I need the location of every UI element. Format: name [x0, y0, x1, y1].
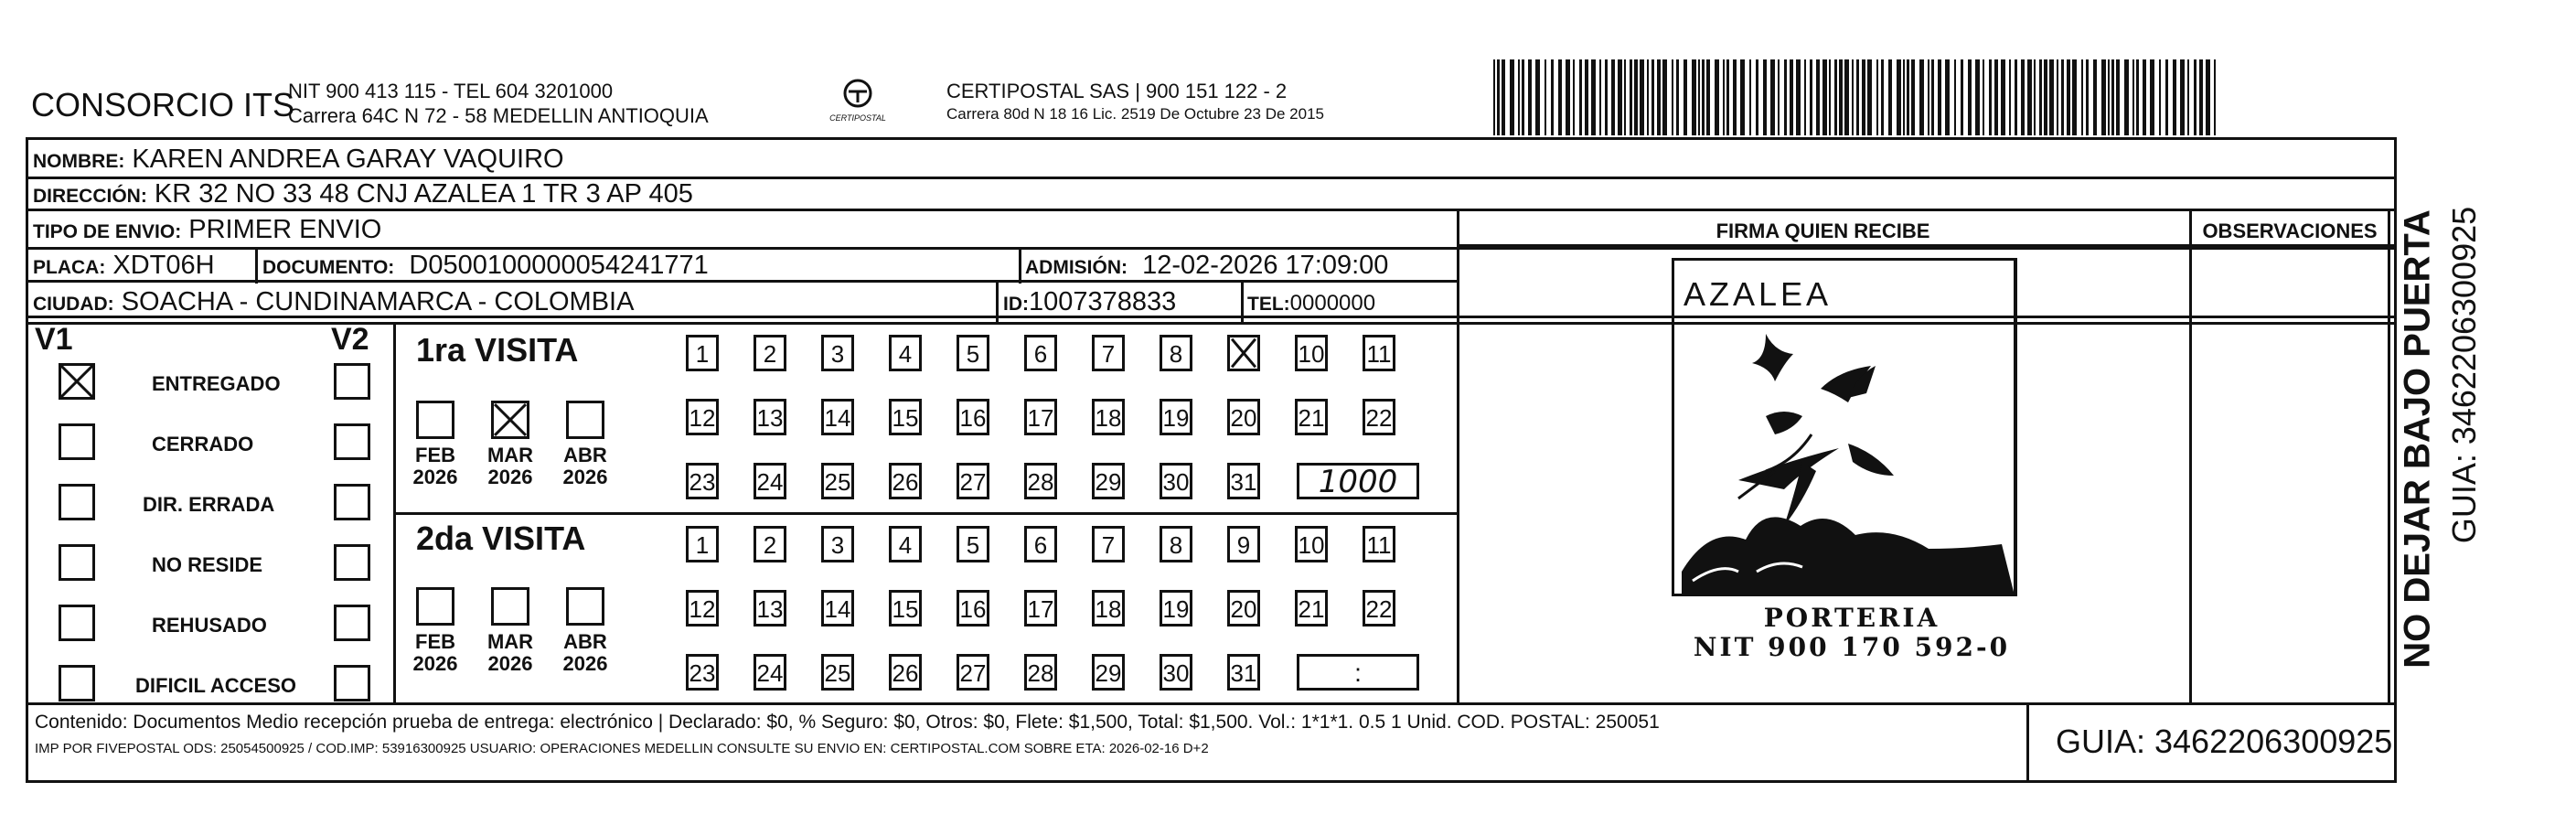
second-visit-day-16[interactable]: 16 [957, 590, 989, 627]
divider [1457, 209, 1459, 705]
second-visit-day-15[interactable]: 15 [889, 590, 922, 627]
barcode-bar [1989, 59, 1992, 135]
barcode-bar [2173, 59, 2176, 135]
month-year: 2026 [562, 652, 608, 675]
second-visit-day-1[interactable]: 1 [686, 526, 719, 562]
field-admision [1025, 251, 1388, 283]
logo-caption: CERTIPOSTAL [829, 113, 886, 123]
first-visit-day-31[interactable]: 31 [1227, 463, 1260, 499]
first-visit-day-1[interactable]: 1 [686, 335, 719, 371]
v2-checkbox-1[interactable] [334, 363, 370, 400]
barcode-bar [1829, 59, 1831, 135]
barcode-bar [2124, 59, 2129, 135]
first-visit-day-23[interactable]: 23 [686, 463, 719, 499]
first-visit-day-16[interactable]: 16 [957, 399, 989, 435]
month-year: 2026 [412, 466, 458, 488]
barcode-bar [1522, 59, 1524, 135]
barcode-bar [1938, 59, 1941, 135]
barcode-bar [2081, 59, 2083, 135]
first-visit-day-14[interactable]: 14 [821, 399, 854, 435]
barcode-bar [1839, 59, 1843, 135]
barcode-bar [2159, 59, 2161, 135]
barcode-bar [1618, 59, 1622, 135]
divider [255, 247, 258, 284]
barcode-bar [1566, 59, 1570, 135]
reason-label: CERRADO [152, 433, 254, 455]
second-visit-day-13[interactable]: 13 [754, 590, 786, 627]
first-visit-day-29[interactable]: 29 [1092, 463, 1125, 499]
field-id [1003, 287, 1176, 319]
v2-checkbox-4[interactable] [334, 544, 370, 581]
field-nombre [33, 145, 564, 177]
v1-checkbox-2[interactable] [59, 423, 95, 460]
second-visit-day-14[interactable]: 14 [821, 590, 854, 627]
barcode-bar [1856, 59, 1859, 135]
barcode-bar [1867, 59, 1872, 135]
first-visit-month-checkbox-abr[interactable] [566, 401, 604, 439]
barcode-bar [2049, 59, 2054, 135]
no-dejar-bajo-puerta: NO DEJAR BAJO PUERTA [2397, 209, 2438, 669]
barcode-bar [1605, 59, 1608, 135]
field-documento [262, 251, 709, 283]
label-nombre: NOMBRE: [33, 151, 125, 172]
second-visit-day-31[interactable]: 31 [1227, 654, 1260, 691]
month-label [558, 444, 613, 488]
second-visit-day-28[interactable]: 28 [1024, 654, 1057, 691]
month-label [408, 444, 463, 488]
second-visit-day-22[interactable]: 22 [1363, 590, 1395, 627]
barcode-bar [1983, 59, 1984, 135]
barcode-bar [2206, 59, 2210, 135]
barcode-bar [1733, 59, 1737, 135]
divider [393, 512, 1459, 515]
second-visit-day-26[interactable]: 26 [889, 654, 922, 691]
first-visit-day-7[interactable]: 7 [1092, 335, 1125, 371]
barcode-bar [2214, 59, 2216, 135]
first-visit-label: 1ra VISITA [416, 331, 579, 369]
reason-label: REHUSADO [152, 614, 267, 637]
barcode-bar [1961, 59, 1963, 135]
barcode-bar [1611, 59, 1615, 135]
label-tipo-envio: TIPO DE ENVIO: [33, 221, 182, 242]
second-visit-day-18[interactable]: 18 [1092, 590, 1125, 627]
month-year: 2026 [412, 652, 458, 675]
v1-checkbox-1[interactable] [59, 363, 95, 400]
barcode-bar [1740, 59, 1745, 135]
first-visit-day-5[interactable]: 5 [957, 335, 989, 371]
value-direccion: KR 32 NO 33 48 CNJ AZALEA 1 TR 3 AP 405 [154, 179, 693, 209]
second-visit-day-3[interactable]: 3 [821, 526, 854, 562]
barcode-bar [1945, 59, 1950, 135]
company-nit: NIT 900 413 115 - TEL 604 3201000 [288, 80, 614, 102]
barcode-bar [2009, 59, 2011, 135]
footer-content: Contenido: Documentos Medio recepción prueba de entrega: electrónico | Declarado: $0, % Seguro: $0, Otros: $0, Flete: $1,500, Total: $1,500. Vol.: 1*1*1. 0.5 1 Unid. COD. POSTAL: 250051 [35, 712, 1660, 733]
label-placa: PLACA: [33, 257, 106, 278]
barcode-bar [1624, 59, 1626, 135]
v1-checkbox-5[interactable] [59, 605, 95, 641]
first-visit-day-17[interactable]: 17 [1024, 399, 1057, 435]
value-id: 1007378833 [1029, 287, 1177, 316]
stamp-text [1628, 604, 2076, 662]
barcode-bar [1698, 59, 1700, 135]
first-visit-day-24[interactable]: 24 [754, 463, 786, 499]
barcode-bar [2165, 59, 2168, 135]
label-admision: ADMISIÓN: [1025, 257, 1128, 278]
label-ciudad: CIUDAD: [33, 294, 114, 315]
firma-header: FIRMA QUIEN RECIBE [1716, 220, 1930, 242]
second-visit-day-29[interactable]: 29 [1092, 654, 1125, 691]
v2-checkbox-5[interactable] [334, 605, 370, 641]
barcode-bar [1810, 59, 1812, 135]
first-visit-day-11[interactable]: 11 [1363, 335, 1395, 371]
barcode-bar [2034, 59, 2036, 135]
barcode-bar [1551, 59, 1554, 135]
second-visit-day-4[interactable]: 4 [889, 526, 922, 562]
v1-label: V1 [35, 322, 73, 357]
v2-label: V2 [331, 322, 369, 357]
barcode-bar [1975, 59, 1980, 135]
second-visit-day-27[interactable]: 27 [957, 654, 989, 691]
barcode-bar [2108, 59, 2110, 135]
barcode-bar [1931, 59, 1934, 135]
barcode-bar [1585, 59, 1588, 135]
barcode-bar [1822, 59, 1827, 135]
barcode-bar [2001, 59, 2005, 135]
barcode-bar [2027, 59, 2032, 135]
barcode-bar [1545, 59, 1546, 135]
barcode-bar [2111, 59, 2114, 135]
barcode-bar [2039, 59, 2042, 135]
barcode-bar [1715, 59, 1719, 135]
barcode-bar [2067, 59, 2070, 135]
second-visit-month-checkbox-abr[interactable] [566, 587, 604, 626]
barcode-bar [1723, 59, 1725, 135]
divider [1019, 247, 1021, 284]
first-visit-day-6[interactable]: 6 [1024, 335, 1057, 371]
barcode-bar [1834, 59, 1837, 135]
barcode-bar [1573, 59, 1575, 135]
divider [2026, 702, 2029, 783]
field-ciudad [33, 287, 634, 319]
month-label [483, 631, 538, 675]
barcode-bar [1706, 59, 1710, 135]
field-direccion [33, 179, 693, 211]
second-visit-day-12[interactable]: 12 [686, 590, 719, 627]
first-visit-day-25[interactable]: 25 [821, 463, 854, 499]
divider [393, 322, 396, 705]
second-visit-day-24[interactable]: 24 [754, 654, 786, 691]
barcode-bar [2150, 59, 2154, 135]
v2-checkbox-2[interactable] [334, 423, 370, 460]
first-visit-month-checkbox-feb[interactable] [416, 401, 454, 439]
second-visit-day-21[interactable]: 21 [1295, 590, 1328, 627]
company-info [288, 79, 709, 128]
month-name: MAR [486, 444, 534, 466]
month-name: FEB [415, 444, 455, 466]
barcode-bar [2194, 59, 2197, 135]
barcode-bar [1651, 59, 1654, 135]
barcode-bar [1702, 59, 1705, 135]
first-visit-day-21[interactable]: 21 [1295, 399, 1328, 435]
certipostal-logo [817, 77, 899, 128]
barcode-bar [1907, 59, 1909, 135]
company-address: Carrera 64C N 72 - 58 MEDELLIN ANTIOQUIA [288, 104, 709, 127]
barcode-bar [1881, 59, 1884, 135]
month-name: FEB [415, 630, 455, 653]
month-label [408, 631, 463, 675]
value-nombre: KAREN ANDREA GARAY VAQUIRO [132, 145, 564, 174]
barcode-bar [1763, 59, 1767, 135]
divider [1241, 280, 1244, 322]
barcode-bar [1640, 59, 1644, 135]
divider [2189, 209, 2192, 705]
first-visit-day-3[interactable]: 3 [821, 335, 854, 371]
label-id: ID: [1003, 294, 1029, 315]
second-visit-day-7[interactable]: 7 [1092, 526, 1125, 562]
barcode-bar [1662, 59, 1667, 135]
value-documento: D0500100000054241771 [409, 251, 709, 280]
second-visit-day-11[interactable]: 11 [1363, 526, 1395, 562]
reason-label: NO RESIDE [152, 553, 263, 576]
barcode-bar [1591, 59, 1596, 135]
first-visit-day-27[interactable]: 27 [957, 463, 989, 499]
value-ciudad: SOACHA - CUNDINAMARCA - COLOMBIA [121, 287, 635, 316]
first-visit-day-18[interactable]: 18 [1092, 399, 1125, 435]
barcode-bar [2044, 59, 2047, 135]
second-visit-day-9[interactable]: 9 [1227, 526, 1260, 562]
second-visit-month-checkbox-mar[interactable] [491, 587, 529, 626]
field-tipo-envio [33, 215, 381, 247]
barcode-bar [2199, 59, 2203, 135]
first-visit-day-12[interactable]: 12 [686, 399, 719, 435]
barcode-bar [1726, 59, 1729, 135]
stamp-nit: NIT 900 170 592-0 [1693, 632, 2011, 662]
month-label [558, 631, 613, 675]
footer-print-info: IMP POR FIVEPOSTAL ODS: 25054500925 / COD.IMP: 53916300925 USUARIO: OPERACIONES MEDELLIN CONSULTE SU ENVIO EN: CERTIPOSTAL.COM SOBRE ETA: 2026-02-16 D+2 [35, 741, 1209, 756]
observaciones-header: OBSERVACIONES [2202, 220, 2378, 242]
carrier-nit: CERTIPOSTAL SAS | 900 151 122 - 2 [946, 80, 1288, 102]
first-visit-month-checkbox-mar[interactable] [491, 401, 529, 439]
month-year: 2026 [562, 466, 608, 488]
barcode-bar [1535, 59, 1540, 135]
divider [2388, 209, 2390, 705]
second-visit-day-8[interactable]: 8 [1160, 526, 1192, 562]
stamp-title: AZALEA [1683, 275, 1833, 313]
v1-checkbox-3[interactable] [59, 484, 95, 520]
barcode-bar [1844, 59, 1849, 135]
month-year: 2026 [487, 466, 533, 488]
month-name: ABR [563, 444, 607, 466]
barcode-bar [1518, 59, 1520, 135]
barcode-bar [1630, 59, 1632, 135]
value-tipo-envio: PRIMER ENVIO [188, 215, 382, 244]
barcode-bar [2021, 59, 2025, 135]
barcode-bar [2143, 59, 2146, 135]
divider [26, 322, 2397, 325]
first-visit-day-26[interactable]: 26 [889, 463, 922, 499]
barcode-bar [2015, 59, 2017, 135]
barcode-bar [1903, 59, 1905, 135]
barcode-bar [1968, 59, 1972, 135]
barcode-bar [1493, 59, 1495, 135]
second-visit-month-checkbox-feb[interactable] [416, 587, 454, 626]
barcode-bar [2132, 59, 2134, 135]
barcode-bar [1928, 59, 1929, 135]
first-visit-day-10[interactable]: 10 [1295, 335, 1328, 371]
barcode-bar [2101, 59, 2106, 135]
v2-checkbox-3[interactable] [334, 484, 370, 520]
stamp-porteria: PORTERIA [1763, 603, 1940, 633]
barcode-bar [1756, 59, 1758, 135]
label-documento: DOCUMENTO: [262, 257, 395, 278]
label-direccion: DIRECCIÓN: [33, 186, 147, 207]
barcode-bar [1510, 59, 1514, 135]
second-visit-day-30[interactable]: 30 [1160, 654, 1192, 691]
barcode-bar [1852, 59, 1854, 135]
second-visit-day-17[interactable]: 17 [1024, 590, 1057, 627]
first-visit-time-field[interactable]: 1000 [1297, 463, 1419, 499]
divider [26, 247, 2397, 250]
footer-guia: GUIA: 3462206300925 [2056, 723, 2393, 760]
side-guia: GUIA: 3462206300925 [2445, 206, 2483, 544]
value-admision: 12-02-2026 17:09:00 [1142, 251, 1389, 280]
barcode-bar [1647, 59, 1649, 135]
second-visit-day-5[interactable]: 5 [957, 526, 989, 562]
second-visit-day-25[interactable]: 25 [821, 654, 854, 691]
divider [996, 280, 999, 322]
barcode-bar [1897, 59, 1901, 135]
barcode-bar [2136, 59, 2139, 135]
barcode-bar [2093, 59, 2097, 135]
carrier-info [946, 79, 1324, 123]
second-visit-day-2[interactable]: 2 [754, 526, 786, 562]
field-placa [33, 251, 215, 283]
barcode-bar [1497, 59, 1500, 135]
barcode-bar [1502, 59, 1505, 135]
v1-checkbox-4[interactable] [59, 544, 95, 581]
company-name: CONSORCIO ITS [31, 86, 295, 123]
barcode-bar [1599, 59, 1601, 135]
barcode-bar [2057, 59, 2058, 135]
reason-label: DIFICIL ACCESO [135, 674, 297, 697]
barcode-bar [1749, 59, 1751, 135]
second-visit-day-19[interactable]: 19 [1160, 590, 1192, 627]
v1-checkbox-6[interactable] [59, 665, 95, 702]
barcode-bar [1911, 59, 1915, 135]
divider [1457, 244, 2397, 247]
month-year: 2026 [487, 652, 533, 675]
first-visit-day-19[interactable]: 19 [1160, 399, 1192, 435]
month-name: MAR [486, 630, 534, 653]
second-visit-time-field[interactable]: : [1297, 654, 1419, 691]
month-label [483, 444, 538, 488]
barcode-bar [1784, 59, 1787, 135]
barcode-bar [1778, 59, 1780, 135]
barcode-bar [1804, 59, 1806, 135]
field-tel [1247, 289, 1375, 319]
barcode-bar [1528, 59, 1532, 135]
first-visit-day-28[interactable]: 28 [1024, 463, 1057, 499]
barcode-bar [1579, 59, 1582, 135]
barcode-bar [1919, 59, 1924, 135]
barcode-bar [2086, 59, 2089, 135]
barcode-bar [1888, 59, 1892, 135]
barcode-bar [1796, 59, 1801, 135]
barcode-bar [1862, 59, 1865, 135]
barcode-bar [1692, 59, 1696, 135]
v2-checkbox-6[interactable] [334, 665, 370, 702]
building-stamp [1672, 258, 2017, 596]
barcode-bar [1676, 59, 1679, 135]
barcode-bar [1876, 59, 1878, 135]
divider [26, 702, 2397, 705]
first-visit-day-2[interactable]: 2 [754, 335, 786, 371]
first-visit-day-22[interactable]: 22 [1363, 399, 1395, 435]
birds-illustration [1674, 261, 2015, 595]
first-visit-day-9[interactable] [1227, 335, 1260, 371]
barcode-bar [2061, 59, 2064, 135]
barcode-bar [1558, 59, 1562, 135]
barcode-bar [2072, 59, 2077, 135]
barcode-bar [1994, 59, 1998, 135]
reason-label: ENTREGADO [152, 372, 281, 395]
barcode-bar [1954, 59, 1956, 135]
barcode-bar [1634, 59, 1638, 135]
first-visit-day-4[interactable]: 4 [889, 335, 922, 371]
month-name: ABR [563, 630, 607, 653]
barcode-bar [1683, 59, 1687, 135]
barcode-bar [1770, 59, 1775, 135]
reason-label: DIR. ERRADA [143, 493, 275, 516]
barcode-bar [1816, 59, 1820, 135]
first-visit-day-15[interactable]: 15 [889, 399, 922, 435]
second-visit-day-6[interactable]: 6 [1024, 526, 1057, 562]
value-tel: 0000000 [1289, 291, 1376, 316]
label-tel: TEL: [1247, 294, 1290, 315]
first-visit-day-30[interactable]: 30 [1160, 463, 1192, 499]
value-placa: XDT06H [112, 251, 215, 280]
first-visit-day-20[interactable]: 20 [1227, 399, 1260, 435]
first-visit-day-13[interactable]: 13 [754, 399, 786, 435]
barcode-bar [1672, 59, 1673, 135]
carrier-address: Carrera 80d N 18 16 Lic. 2519 De Octubre 23 De 2015 [946, 105, 1324, 123]
barcode-bar [1790, 59, 1793, 135]
barcode [1493, 59, 2216, 135]
barcode-bar [2116, 59, 2120, 135]
barcode-bar [1657, 59, 1661, 135]
second-visit-day-20[interactable]: 20 [1227, 590, 1260, 627]
second-visit-label: 2da VISITA [416, 519, 586, 557]
second-visit-day-10[interactable]: 10 [1295, 526, 1328, 562]
barcode-bar [2187, 59, 2189, 135]
first-visit-day-8[interactable]: 8 [1160, 335, 1192, 371]
barcode-bar [2180, 59, 2185, 135]
second-visit-day-23[interactable]: 23 [686, 654, 719, 691]
